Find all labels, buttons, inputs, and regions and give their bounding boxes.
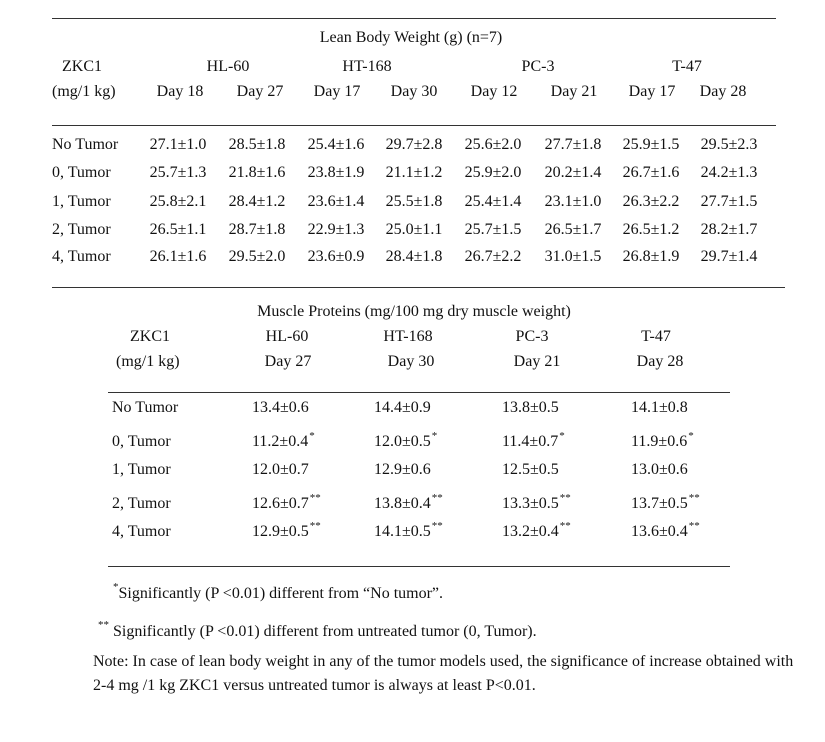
table1-model-t47: T-47 — [672, 58, 702, 75]
table2-cell-value: 12.0±0.5 — [374, 433, 431, 450]
table1-cell: 25.9±2.0 — [464, 164, 522, 181]
table1-cell: 26.7±2.2 — [464, 248, 522, 265]
table-separator-rule — [52, 287, 785, 288]
table2-row-label: 0, Tumor — [112, 433, 171, 450]
table1-row-label: 2, Tumor — [52, 221, 111, 238]
table2-day-header: Day 21 — [513, 353, 561, 370]
table2-cell — [252, 462, 309, 478]
table1-day-header: Day 17 — [313, 83, 361, 100]
table1-title: Lean Body Weight (g) (n=7) — [319, 29, 503, 46]
table2-cell — [502, 492, 571, 512]
table2-cell-value: 12.0±0.7 — [252, 461, 309, 478]
table1-cell: 27.7±1.5 — [700, 193, 758, 210]
table1-row-label: 0, Tumor — [52, 164, 111, 181]
table1-cell: 28.4±1.8 — [385, 248, 443, 265]
significance-mark: ** — [559, 492, 571, 504]
table2-cell — [631, 462, 688, 478]
table2-row-label: 4, Tumor — [112, 523, 171, 540]
table1-cell: 28.5±1.8 — [228, 136, 286, 153]
table2-row-label: No Tumor — [112, 399, 179, 416]
table1-cell: 25.5±1.8 — [385, 193, 443, 210]
table2-cell — [502, 520, 571, 540]
table2-model-ht168: HT-168 — [383, 328, 433, 345]
table1-cell: 23.8±1.9 — [307, 164, 365, 181]
table2-cell-value: 13.8±0.5 — [502, 399, 559, 416]
table1-cell: 21.8±1.6 — [228, 164, 286, 181]
significance-mark: * — [559, 430, 565, 442]
table2-cell-value: 11.9±0.6 — [631, 433, 688, 450]
footnote-text: Significantly (P <0.01) different from untreated tumor (0, Tumor). — [109, 623, 537, 640]
significance-mark: * — [431, 430, 438, 442]
table2-cell — [502, 462, 559, 478]
footnote-mark: ** — [98, 619, 109, 631]
table1-day-header: Day 18 — [156, 83, 204, 100]
table1-cell: 25.4±1.6 — [307, 136, 365, 153]
table2-day-header: Day 27 — [264, 353, 312, 370]
significance-mark: ** — [431, 492, 443, 504]
table1-cell: 27.1±1.0 — [149, 136, 207, 153]
table1-cell: 29.5±2.0 — [228, 248, 286, 265]
table1-row-label: No Tumor — [52, 136, 119, 153]
table1-day-header: Day 17 — [628, 83, 676, 100]
table1-cell: 25.6±2.0 — [464, 136, 522, 153]
table1-top-rule — [52, 18, 776, 19]
table2-cell-value: 14.4±0.9 — [374, 399, 431, 416]
table2-cell-value: 12.9±0.6 — [374, 461, 431, 478]
table2-cell — [252, 400, 309, 416]
table1-cell: 25.9±1.5 — [622, 136, 680, 153]
table2-cell — [374, 492, 443, 512]
footnote-mark: * — [113, 581, 119, 593]
table1-row-label: 1, Tumor — [52, 193, 111, 210]
table2-cell-value: 13.8±0.4 — [374, 495, 431, 512]
table1-day-header: Day 30 — [390, 83, 438, 100]
table1-day-header: Day 21 — [550, 83, 598, 100]
table1-day-header: Day 27 — [236, 83, 284, 100]
table1-cell: 26.7±1.6 — [622, 164, 680, 181]
table1-header-rule — [52, 125, 776, 126]
significance-mark: ** — [688, 492, 700, 504]
table2-cell — [502, 430, 565, 450]
table1-cell: 20.2±1.4 — [544, 164, 602, 181]
table1-day-header: Day 28 — [699, 83, 747, 100]
table1-cell: 28.4±1.2 — [228, 193, 286, 210]
footnote-single-asterisk — [112, 581, 444, 602]
table2-cell — [502, 400, 559, 416]
footnote-double-asterisk — [97, 619, 537, 640]
table2-cell-value: 13.4±0.6 — [252, 399, 309, 416]
table2-cell-value: 12.5±0.5 — [502, 461, 559, 478]
table1-cell: 26.5±1.2 — [622, 221, 680, 238]
table2-cell — [631, 492, 700, 512]
significance-mark: * — [309, 430, 315, 442]
table2-cell-value: 14.1±0.5 — [374, 523, 431, 540]
table2-cell — [252, 492, 321, 512]
table2-cell — [631, 430, 694, 450]
table2-cell — [631, 400, 688, 416]
table2-header-rule — [108, 392, 730, 393]
significance-mark: * — [688, 430, 694, 442]
significance-mark: ** — [688, 520, 700, 532]
table2-cell-value: 14.1±0.8 — [631, 399, 688, 416]
table1-row-label: 4, Tumor — [52, 248, 111, 265]
table1-cell: 23.6±0.9 — [307, 248, 365, 265]
table1-cell: 31.0±1.5 — [544, 248, 602, 265]
table1-cell: 24.2±1.3 — [700, 164, 758, 181]
table2-cell-value: 12.9±0.5 — [252, 523, 309, 540]
table1-cell: 28.2±1.7 — [700, 221, 758, 238]
table1-cell: 25.4±1.4 — [464, 193, 522, 210]
table1-cell: 25.8±2.1 — [149, 193, 207, 210]
significance-mark: ** — [431, 520, 443, 532]
table1-cell: 25.0±1.1 — [385, 221, 443, 238]
table1-cell: 26.1±1.6 — [149, 248, 207, 265]
table2-cell — [631, 520, 700, 540]
table2-row-label: 1, Tumor — [112, 461, 171, 478]
table2-row-header-line1: ZKC1 — [130, 328, 170, 345]
table2-cell-value: 12.6±0.7 — [252, 495, 309, 512]
table2-cell-value: 13.0±0.6 — [631, 461, 688, 478]
significance-mark: ** — [309, 492, 321, 504]
table2-model-t47: T-47 — [641, 328, 671, 345]
table1-cell: 26.8±1.9 — [622, 248, 680, 265]
table2-cell-value: 13.2±0.4 — [502, 523, 559, 540]
table2-cell — [374, 430, 438, 450]
table2-cell — [374, 520, 443, 540]
table2-cell — [374, 400, 431, 416]
table2-day-header: Day 30 — [387, 353, 435, 370]
table1-cell: 29.7±1.4 — [700, 248, 758, 265]
table1-cell: 21.1±1.2 — [385, 164, 443, 181]
table2-cell-value: 11.4±0.7 — [502, 433, 559, 450]
table1-cell: 26.5±1.7 — [544, 221, 602, 238]
table1-row-header-line2: (mg/1 kg) — [52, 83, 116, 100]
table2-cell — [252, 430, 315, 450]
footnote-text: Significantly (P <0.01) different from “No tumor”. — [118, 585, 444, 602]
table2-title: Muscle Proteins (mg/100 mg dry muscle weight) — [257, 303, 571, 320]
table1-cell: 26.5±1.1 — [149, 221, 207, 238]
table-note: Note: In case of lean body weight in any of the tumor models used, the significance of increase obtained with 2-4 mg /1 kg ZKC1 versus untreated tumor is always at least P<0.01. — [93, 653, 794, 694]
table2-cell-value: 13.3±0.5 — [502, 495, 559, 512]
table1-model-pc3: PC-3 — [521, 58, 555, 75]
table2-cell-value: 13.7±0.5 — [631, 495, 688, 512]
table2-day-header: Day 28 — [636, 353, 684, 370]
table2-row-header-line2: (mg/1 kg) — [116, 353, 180, 370]
table1-cell: 25.7±1.5 — [464, 221, 522, 238]
table2-bottom-rule — [108, 566, 730, 567]
table2-model-pc3: PC-3 — [515, 328, 549, 345]
table1-day-header: Day 12 — [470, 83, 518, 100]
table1-cell: 29.7±2.8 — [385, 136, 443, 153]
table2-row-label: 2, Tumor — [112, 495, 171, 512]
table1-cell: 29.5±2.3 — [700, 136, 758, 153]
significance-mark: ** — [309, 520, 321, 532]
table1-cell: 25.7±1.3 — [149, 164, 207, 181]
table1-cell: 23.6±1.4 — [307, 193, 365, 210]
table1-cell: 22.9±1.3 — [307, 221, 365, 238]
table1-model-ht168: HT-168 — [342, 58, 392, 75]
table2-cell — [252, 520, 321, 540]
table2-cell-value: 11.2±0.4 — [252, 433, 309, 450]
table1-cell: 23.1±1.0 — [544, 193, 602, 210]
table1-cell: 27.7±1.8 — [544, 136, 602, 153]
table1-row-header-line1: ZKC1 — [62, 58, 102, 75]
significance-mark: ** — [559, 520, 571, 532]
table1-cell: 26.3±2.2 — [622, 193, 680, 210]
table1-model-hl60: HL-60 — [206, 58, 250, 75]
table2-cell — [374, 462, 431, 478]
table2-model-hl60: HL-60 — [265, 328, 309, 345]
table2-cell-value: 13.6±0.4 — [631, 523, 688, 540]
table1-cell: 28.7±1.8 — [228, 221, 286, 238]
